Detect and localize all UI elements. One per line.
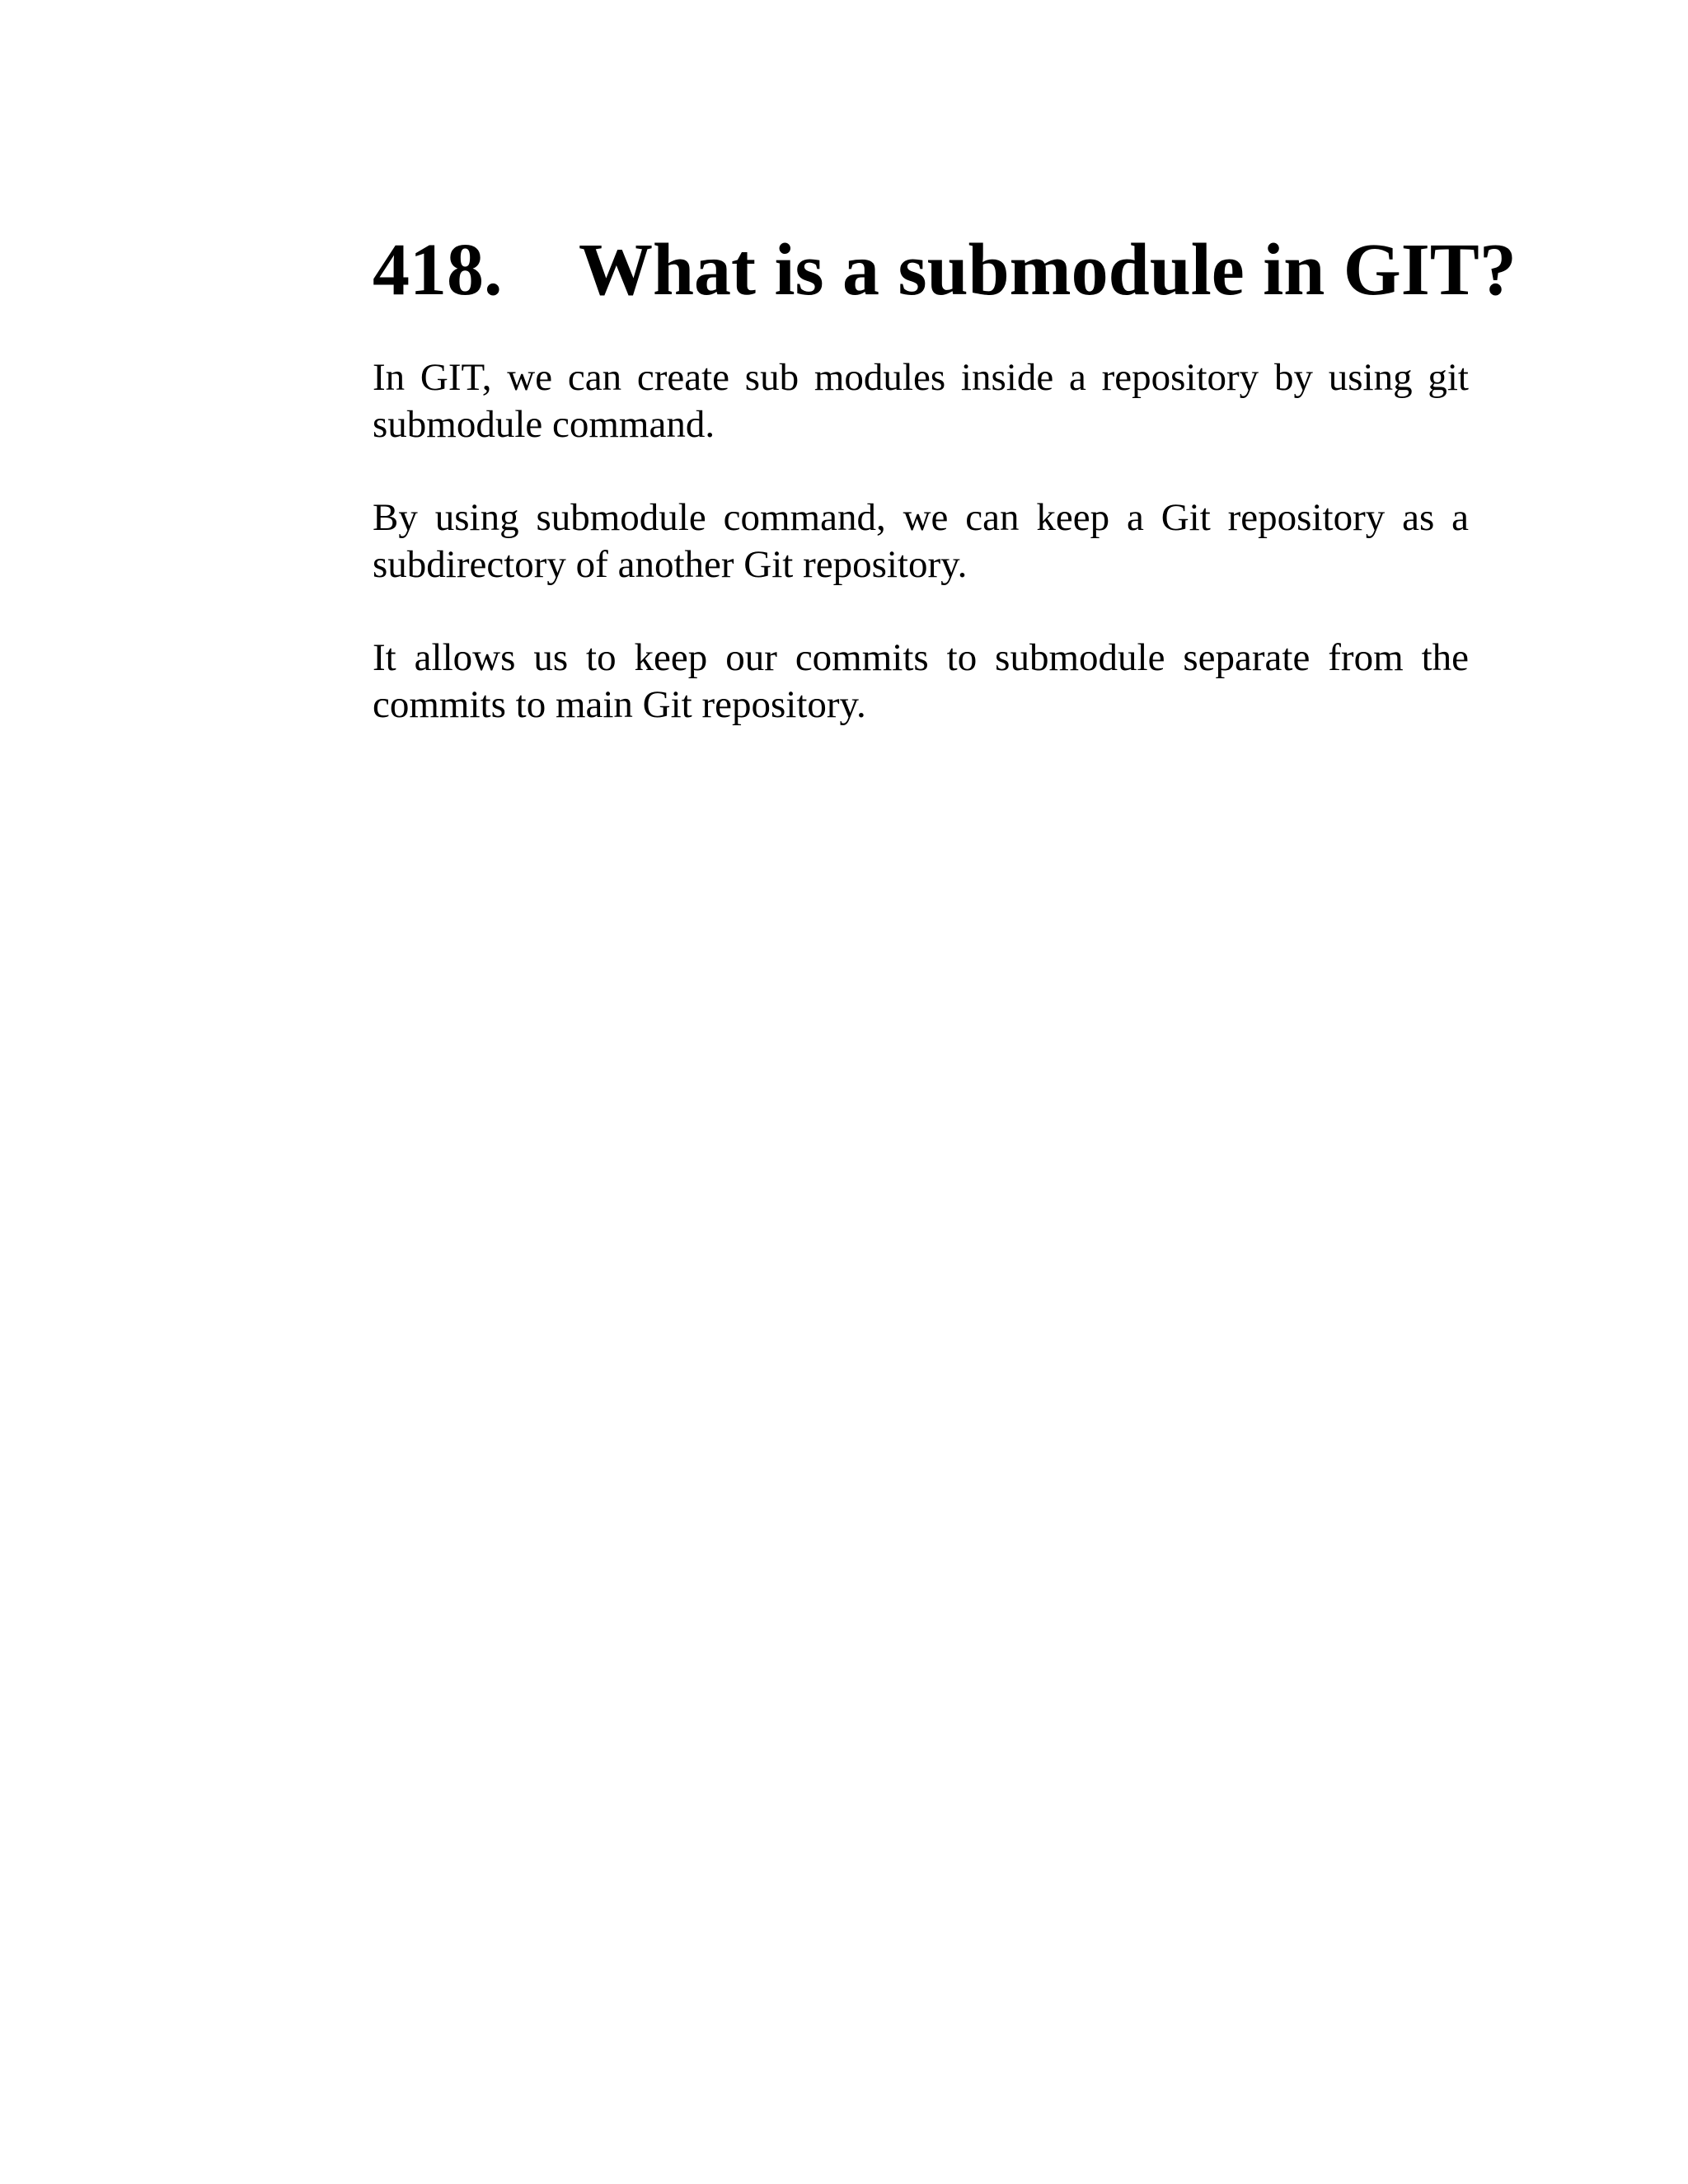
page-content bbox=[373, 223, 1517, 729]
paragraph-1: In GIT, we can create sub modules inside a repository by using git submodule command. bbox=[373, 356, 1469, 446]
question-heading bbox=[373, 223, 1517, 317]
paragraph-3: It allows us to keep our commits to submodule separate from the commits to main Git repository. bbox=[373, 636, 1469, 726]
question-title: What is a submodule in GIT? bbox=[579, 229, 1517, 311]
question-number: 418. bbox=[373, 229, 503, 311]
paragraph-2: By using submodule command, we can keep a Git repository as a subdirectory of another Git repository. bbox=[373, 496, 1469, 586]
